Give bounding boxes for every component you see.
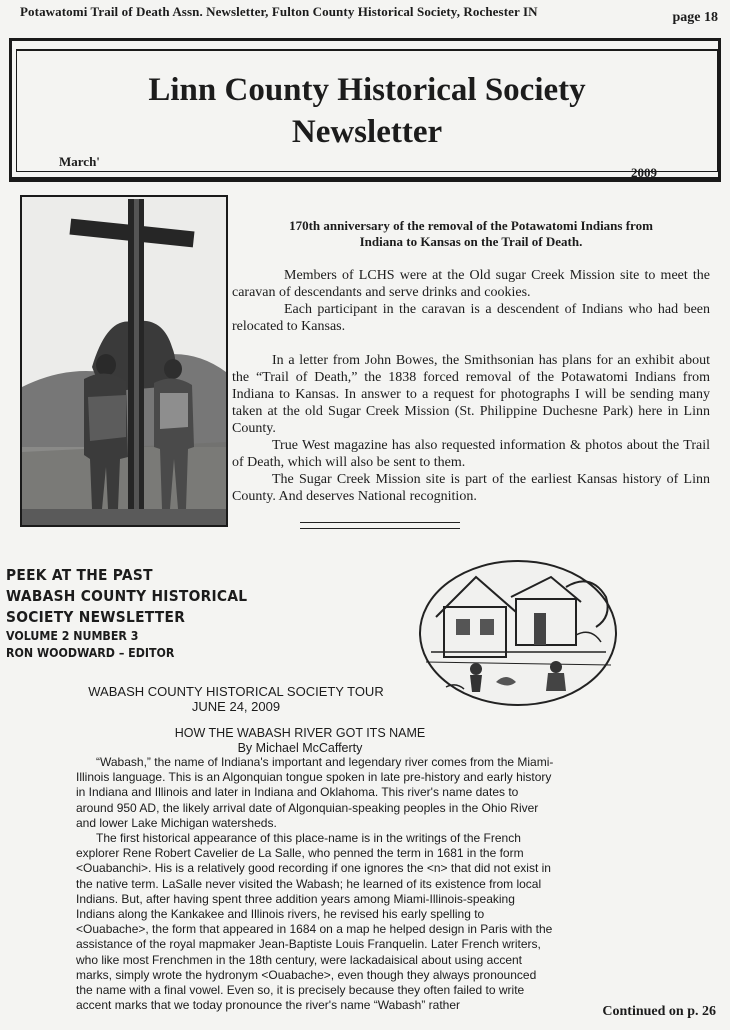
lchs-headline-line2: Indiana to Kansas on the Trail of Death. — [359, 234, 583, 249]
wabash-masthead-line1: PEEK AT THE PAST — [6, 566, 153, 584]
story-paragraph: In a letter from John Bowes, the Smithsonian has plans for an exhibit about the “Trail of Death,” the 1838 forced removal of the Potawatomi Indians from Indiana to Kansas. In answer to a request for photographs I will be sending many taken at the old Sugar Creek Mission (St. Philippine Duchesne Park) here in Linn County. — [232, 353, 710, 436]
lchs-story — [232, 218, 710, 505]
article-body — [76, 755, 556, 1013]
village-vignette-illustration — [416, 557, 620, 709]
story-paragraph: Members of LCHS were at the Old sugar Creek Mission site to meet the caravan of descendants and serve drinks and cookies. — [232, 268, 710, 300]
tour-date: JUNE 24, 2009 — [191, 699, 281, 714]
wabash-masthead — [6, 565, 268, 662]
tour-heading — [60, 684, 412, 714]
lchs-headline — [232, 218, 710, 250]
page-number: page 18 — [672, 10, 718, 25]
wabash-masthead-line3: SOCIETY NEWSLETTER — [6, 608, 186, 626]
village-vignette — [416, 557, 620, 709]
article-paragraph: “Wabash,” the name of Indiana's important and legendary river comes from the Miami-Illinois language. This is an Algonquian tongue spoken in late pre-history and early history in Indiana and Illinois and later in Indiana and Oklahoma. This river's name dates to around 950 AD, the likely arrival date of Algonquian-speaking peoples in the Ohio River and lower Lake Michigan watersheds. — [76, 755, 554, 830]
masthead-title — [17, 69, 717, 153]
masthead-title-line1: Linn County Historical Society — [148, 72, 586, 108]
wabash-volume: VOLUME 2 NUMBER 3 — [6, 629, 139, 643]
masthead-month: March' — [59, 154, 100, 169]
article-title: HOW THE WABASH RIVER GOT ITS NAME — [174, 726, 426, 740]
continued-note: Continued on p. 26 — [602, 1004, 716, 1019]
masthead-title-line2: Newsletter — [291, 114, 443, 150]
running-head: Potawatomi Trail of Death Assn. Newsletter, Fulton County Historical Society, Rochester IN — [20, 4, 538, 19]
article-heading — [100, 726, 500, 756]
wabash-masthead-line2: WABASH COUNTY HISTORICAL — [6, 587, 248, 605]
story-paragraph: The Sugar Creek Mission site is part of the earliest Kansas history of Linn County. And deserves National recognition. — [232, 472, 710, 504]
masthead-year: 2009 — [631, 165, 657, 180]
story-paragraph: Each participant in the caravan is a descendent of Indians who had been relocated to Kansas. — [232, 302, 710, 334]
lchs-headline-line1: 170th anniversary of the removal of the Potawatomi Indians from — [289, 218, 653, 233]
article-paragraph: The first historical appearance of this place-name is in the writings of the French explorer Rene Robert Cavelier de La Salle, who penned the term in 1681 in the form <Ouabanchi>. His is a relatively good recording if one ignores the <n> that did not exist in the native term. LaSalle never visited the Wabash; he learned of its existence from local Indians. But, after having spent three addition years among Miami-Illinois-speaking Indians along the Kankakee and Illinois rivers, he revised his early spelling to <Ouabache>, the form that appeared in 1684 on a map he helped design in Paris with the assistance of the royal mapmaker Jean-Baptiste Louis Franquelin. Later French writers, who like most Frenchmen in the 18th century, were lackadaisical about using accent marks, simply wrote the hydronym <Ouabache>, even though they always pronounced the name with a final vowel. Even so, it is precisely because they often failed to write accent marks that we today pronounce the river's name “Wabash” rather — [76, 831, 553, 1013]
article-byline: By Michael McCafferty — [237, 741, 363, 755]
story-rule-bottom — [300, 528, 460, 529]
masthead-inner-frame — [16, 49, 718, 180]
story-rule-top — [300, 522, 460, 523]
cross-photo-illustration — [22, 197, 226, 525]
story-paragraph: True West magazine has also requested information & photos about the Trail of Death, which will also be sent to them. — [232, 438, 710, 470]
masthead — [9, 38, 721, 182]
wabash-editor: RON WOODWARD – EDITOR — [6, 646, 175, 660]
tour-title: WABASH COUNTY HISTORICAL SOCIETY TOUR — [88, 684, 384, 699]
cross-photo — [20, 195, 228, 527]
